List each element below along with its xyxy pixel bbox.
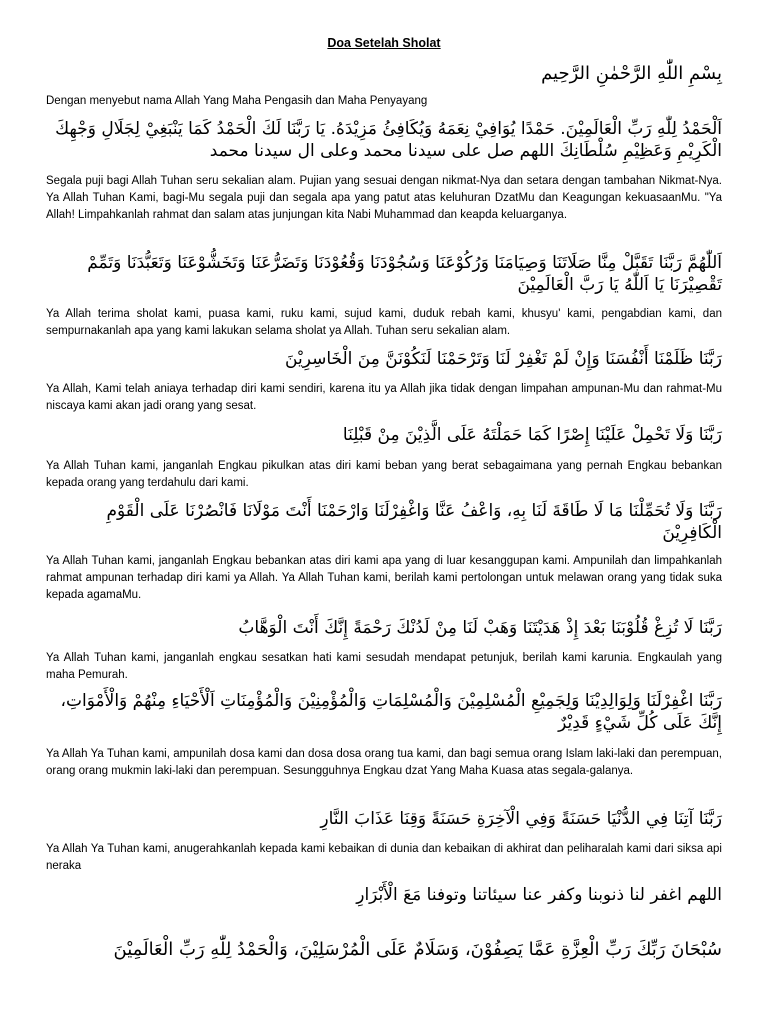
translation-atina: Ya Allah Ya Tuhan kami, anugerahkanlah kepada kami kebaikan di dunia dan kebaikan di akhirat dan peliharalah kami dari siksa api neraka [46, 843, 722, 872]
translation-hamdalah: Segala puji bagi Allah Tuhan seru sekalian alam. Pujian yang sesuai dengan nikmat-Nya dan setara dengan tambahan Nikmat-Nya. Ya Allah Tuhan Kami, bagi-Mu segala puji dan segala apa yang patut atas keluhuran DzatMu dan Keagungan kekuasaanMu. "Ya Allah! Limpahkanlah rahmat dan salam atas junjungan kita Nabi Muhammad dan keapda keluarganya. [46, 175, 722, 221]
translation-la-tuhammilna: Ya Allah Tuhan kami, janganlah Engkau bebankan atas diri kami apa yang di luar kesanggupan kami. Ampunilah dan limpahkanlah rahmat ampunan terhadap diri kami ya Allah. Ya Allah Tuhan kami, berilah kami pertolongan untuk melawan orang yang tidak suka kepada agamaMu. [46, 555, 722, 601]
translation-la-tuzigh: Ya Allah Tuhan kami, janganlah engkau sesatkan hati kami sesudah mendapat petunjuk, berilah kami karunia. Engkaulah yang maha Pemurah. [46, 652, 722, 681]
arabic-text-la-tuhammilna: رَبَّنَا وَلَا تُحَمِّلْنَا مَا لَا طَاقَةَ لَنَا بِهِ، وَاعْفُ عَنَّا وَاغْفِرْلَنَا وَارْحَمْنَا أَنْتَ مَوْلَانَا فَانْصُرْنَا عَلَى الْقَوْمِ الْكَافِرِيْنَ [106, 501, 722, 543]
arabic-text-la-tuzigh: رَبَّنَا لَا تُزِغْ قُلُوْبَنَا بَعْدَ إِذْ هَدَيْتَنَا وَهَبْ لَنَا مِنْ لَدُنْكَ رَحْمَةً إِنَّكَ أَنْتَ الْوَهَّابُ [238, 618, 722, 638]
arabic-text-taqabbal: اَللّٰهُمَّ رَبَّنَا تَقَبَّلْ مِنَّا صَلَاتَنَا وَصِيَامَنَا وَرُكُوْعَنَا وَسُجُوْدَنَا وَقُعُوْدَنَا وَتَضَرُّعَنَا وَتَخَشُّوْعَنَا وَتَعَبُّدَنَا وَتَمِّمْ تَقْصِيْرَنَا يَا اَللّٰهُ يَا رَبَّ الْعَالَمِيْنَ [87, 253, 722, 295]
arabic-text-la-tahmil: رَبَّنَا وَلَا تَحْمِلْ عَلَيْنَا إِصْرًا كَمَا حَمَلْتَهُ عَلَى الَّذِيْنَ مِنْ قَبْلِنَا [342, 425, 722, 445]
document-title: Doa Setelah Sholat [327, 36, 441, 50]
arabic-text-subhana: سُبْحَانَ رَبِّكَ رَبِّ الْعِزَّةِ عَمَّا يَصِفُوْنَ، وَسَلَامٌ عَلَى الْمُرْسَلِيْنَ، وَالْحَمْدُ لِلّٰهِ رَبِّ الْعَالَمِيْنَ [113, 939, 722, 960]
arabic-text-allahumma-ighfir: اللهم اغفر لنا ذنوبنا وكفر عنا سيئاتنا وتوفنا مَعَ الْأَبْرَارِ [356, 885, 722, 905]
arabic-text-hamdalah: اَلْحَمْدُ لِلّٰهِ رَبِّ الْعَالَمِيْنَ. حَمْدًا يُوَافِيْ نِعَمَهُ وَيُكَافِئُ مَزِيْدَهُ. يَا رَبَّنَا لَكَ الْحَمْدُ كَمَا يَنْبَغِيْ لِجَلَالِ وَجْهِكَ الْكَرِيْمِ وَعَظِيْمِ سُلْطَانِكَ اللهم صل على سيدنا محمد وعلى ال سيدنا محمد [55, 119, 722, 161]
translation-ighfirlana: Ya Allah Ya Tuhan kami, ampunilah dosa kami dan dosa dosa orang tua kami, dan bagi semua orang Islam laki-laki dan perempuan, orang orang mukmin laki-laki dan perempuan. Sesungguhnya Engkau dzat Yang Maha Kuasa atas segala-galanya. [46, 748, 722, 777]
translation-zalamna: Ya Allah, Kami telah aniaya terhadap diri kami sendiri, karena itu ya Allah jika tidak dengan limpahan ampunan-Mu dan rahmat-Mu niscaya kami akan jadi orang yang sesat. [46, 383, 722, 412]
translation-basmalah: Dengan menyebut nama Allah Yang Maha Pengasih dan Maha Penyayang [46, 95, 428, 107]
arabic-text-ighfirlana: رَبَّنَا اغْفِرْلَنَا وَلِوَالِدِيْنَا وَلِجَمِيْعِ الْمُسْلِمِيْنَ وَالْمُسْلِمَاتِ وَالْمُؤْمِنِيْنَ وَالْمُؤْمِنَاتِ اَلْأَحْيَاءِ مِنْهُمْ وَالْأَمْوَاتِ، إِنَّكَ عَلَى كُلِّ شَيْءٍ قَدِيْرٌ [60, 691, 722, 733]
arabic-text-zalamna: رَبَّنَا ظَلَمْنَا أَنْفُسَنَا وَإِنْ لَمْ تَغْفِرْ لَنَا وَتَرْحَمْنَا لَنَكُوْنَنَّ مِنَ الْخَاسِرِيْنَ [285, 349, 722, 369]
arabic-text-basmalah: بِسْمِ اللّٰهِ الرَّحْمٰنِ الرَّحِيم [541, 63, 722, 84]
arabic-text-atina: رَبَّنَا آتِنَا فِي الدُّنْيَا حَسَنَةً وَفِي الْآخِرَةِ حَسَنَةً وَقِنَا عَذَابَ النَّارِ [320, 809, 722, 829]
translation-taqabbal: Ya Allah terima sholat kami, puasa kami, ruku kami, sujud kami, duduk rebah kami, khusyu' kami, pengabdian kami, dan sempurnakanlah apa yang kami lakukan selama sholat ya Allah. Tuhan seru sekalian alam. [46, 308, 722, 337]
translation-la-tahmil: Ya Allah Tuhan kami, janganlah Engkau pikulkan atas diri kami beban yang berat sebagaimana yang pernah Engkau bebankan kepada orang yang terdahulu dari kami. [46, 460, 722, 489]
